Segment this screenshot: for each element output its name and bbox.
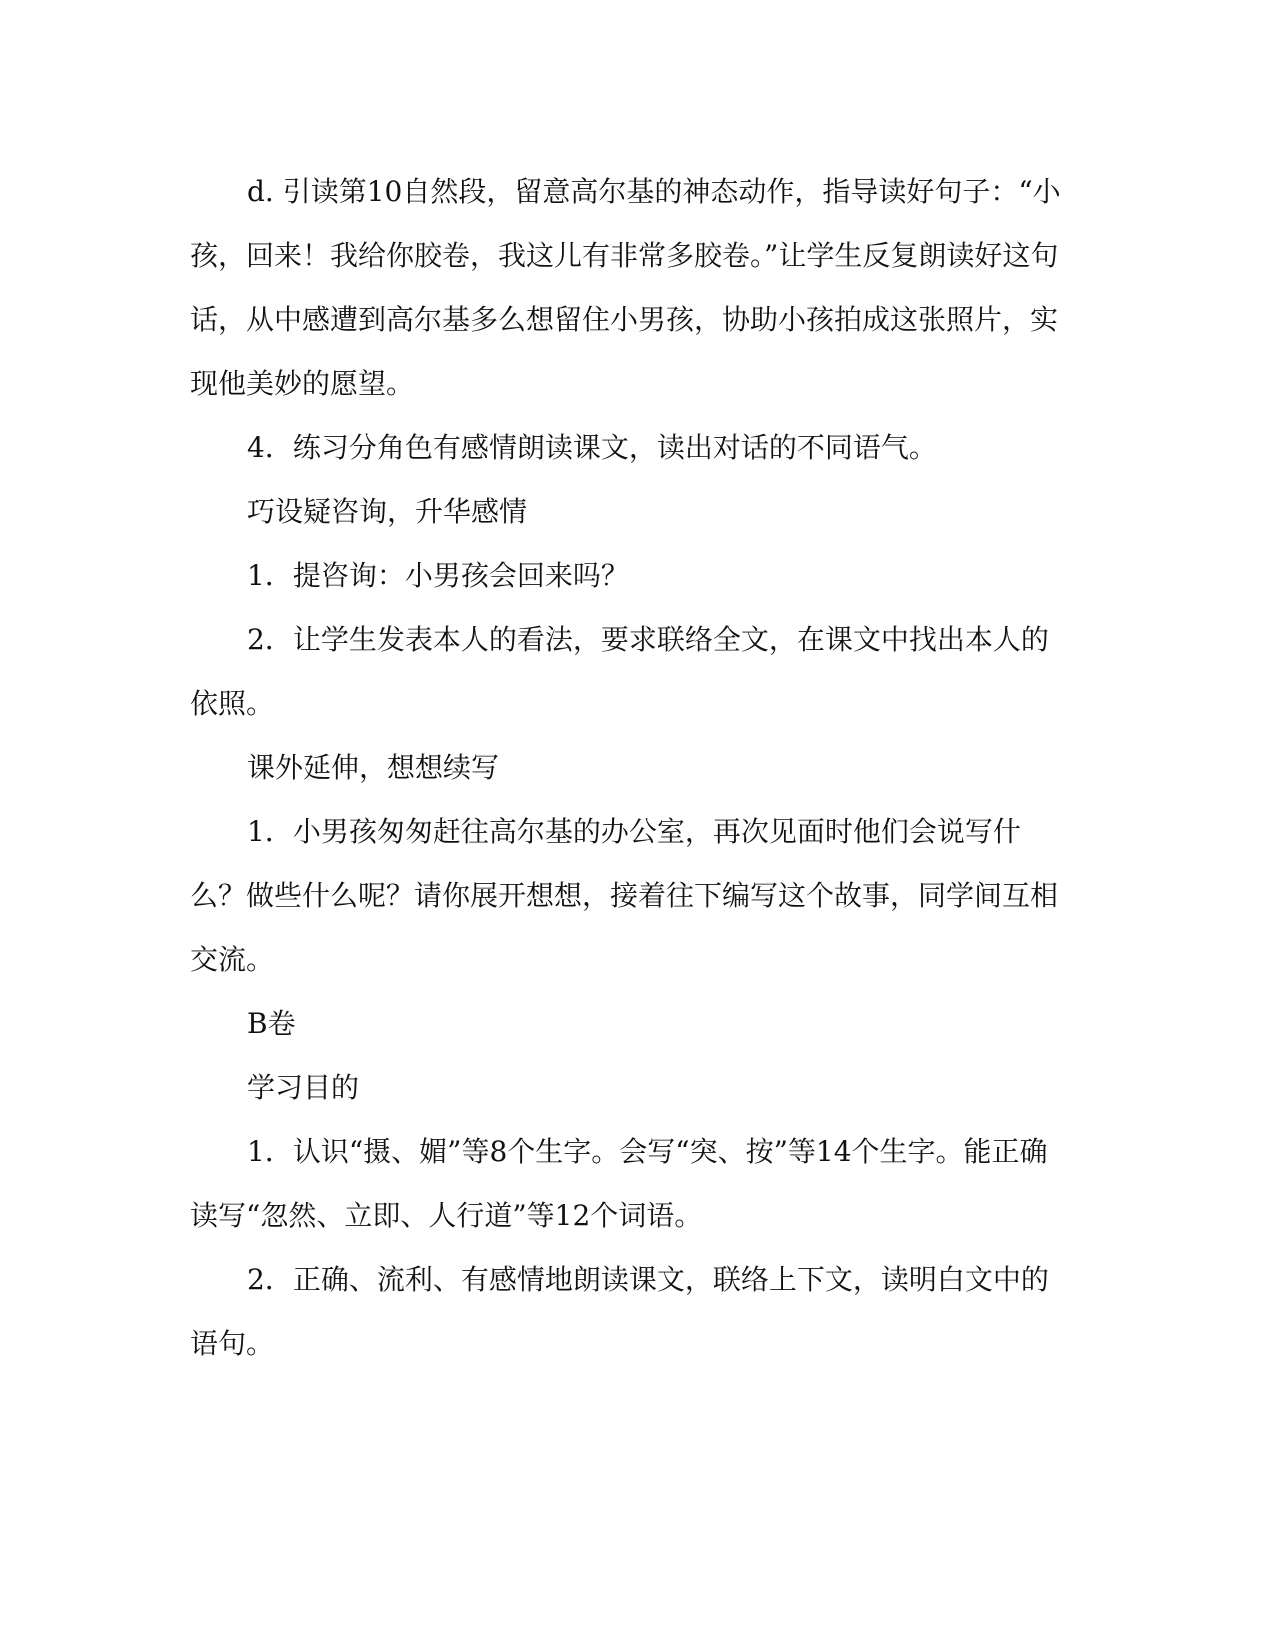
paragraph-ask-question: 1．提咨询：小男孩会回来吗？ (247, 559, 629, 592)
document-body (190, 160, 1070, 1376)
section-heading-b-volume: B卷 (247, 1007, 296, 1040)
paragraph-goal-reading: 2．正确、流利、有感情地朗读课文，联络上下文，读明白文中的语句。 (190, 1263, 1049, 1360)
paragraph-student-opinion: 2．让学生发表本人的看法，要求联络全文，在课文中找出本人的依照。 (190, 623, 1049, 720)
paragraph-continue-story: 1．小男孩匆匆赶往高尔基的办公室，再次见面时他们会说写什么？做些什么呢？请你展开想想，接着往下编写这个故事，同学间互相交流。 (190, 815, 1059, 976)
paragraph-guided-reading: d. 引读第10自然段，留意高尔基的神态动作，指导读好句子：“小孩，回来！我给你胶卷，我这儿有非常多胶卷。”让学生反复朗读好这句话，从中感遭到高尔基多么想留住小男孩，协助小孩拍成这张照片，实现他美妙的愿望。 (190, 175, 1061, 400)
paragraph-role-reading: 4．练习分角色有感情朗读课文，读出对话的不同语气。 (247, 431, 937, 464)
paragraph-goal-characters: 1．认识“摄、媚”等8个生字。会写“突、按”等14个生字。能正确读写“忽然、立即、人行道”等12个词语。 (190, 1135, 1048, 1232)
section-heading-extension: 课外延伸，想想续写 (247, 751, 500, 784)
section-heading-learning-goals: 学习目的 (247, 1071, 360, 1104)
section-heading-question: 巧设疑咨询，升华感情 (247, 495, 528, 528)
